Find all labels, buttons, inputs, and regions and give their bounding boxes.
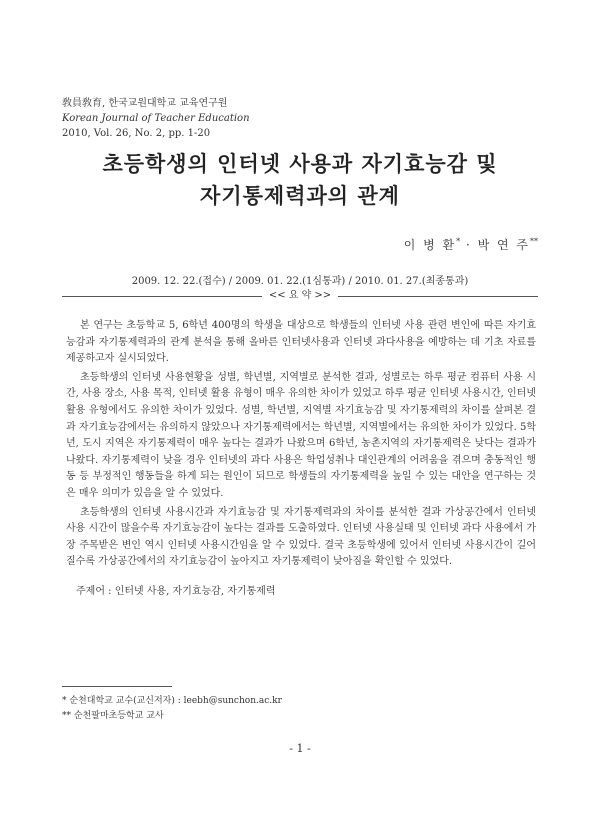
- author-2-mark: **: [530, 237, 538, 246]
- abstract-paragraph-3: 초등학생의 인터넷 사용시간과 자기효능감 및 자기통제력과의 차이를 분석한 결과 가상공간에서 인터넷 사용 시간이 많을수록 자기효능감이 높다는 결과를 도출하였다. 인터넷 사용실태 및 인터넷 과다 사용에서 가장 주목받은 변인 역시 인터넷 사용시간임을 알 수 있었다. 결국 초등학생에 있어서 인터넷 사용시간이 길어질수록 가상공간에서의 자기효능감이 높아지고 자기통제력이 낮아짐을 확인할 수 있었다.: [66, 506, 536, 568]
- footnote-2: ** 순천팔마초등학교 교사: [62, 711, 164, 721]
- authors: [404, 236, 538, 253]
- author-1-mark: *: [456, 237, 461, 246]
- abstract-paragraph-1: 본 연구는 초등학교 5, 6학년 400명의 학생을 대상으로 학생들의 인터넷 사용 관련 변인에 따른 자기효능감과 자기통제력과의 관계 분석을 통해 올바른 인터넷사용과 인터넷 과다사용을 예방하는 데 기초 자료를 제공하고자 실시되었다.: [66, 320, 536, 365]
- journal-volume: 2010, Vol. 26, No. 2, pp. 1-20: [62, 128, 211, 139]
- footnote-rule: [62, 686, 172, 687]
- footnote-1: * 순천대학교 교수(교신저자) : leebh@sunchon.ac.kr: [62, 696, 282, 706]
- footnotes: [62, 694, 282, 724]
- keywords: 주제어 : 인터넷 사용, 자기효능감, 자기통제력: [76, 586, 276, 597]
- abstract-label: << 요 약 >>: [268, 290, 332, 301]
- title-line-2: 자기통제력과의 관계: [200, 184, 400, 208]
- author-1: 이 병 환: [403, 238, 457, 252]
- page-number: - 1 -: [289, 742, 311, 755]
- abstract-header: [62, 290, 538, 302]
- title-line-1: 초등학생의 인터넷 사용과 자기효능감 및: [102, 152, 498, 176]
- abstract-body: [66, 318, 536, 573]
- author-separator: ·: [465, 238, 472, 252]
- journal-name-english: Korean Journal of Teacher Education: [62, 113, 250, 124]
- journal-name-korean: 敎員敎育, 한국교원대학교 교육연구원: [62, 98, 228, 109]
- author-2: 박 연 주: [477, 238, 530, 252]
- review-dates: 2009. 12. 22.(접수) / 2009. 01. 22.(1심통과) / 2010. 01. 27.(최종통과): [131, 276, 469, 287]
- abstract-paragraph-2: 초등학생의 인터넷 사용현황을 성별, 학년별, 지역별로 분석한 결과, 성별로는 하루 평균 컴퓨터 사용 시간, 사용 장소, 사용 목적, 인터넷 활용 유형이 매우 유의한 차이가 있었고 하루 평균 인터넷 사용시간, 인터넷 활용 유형에서도 유의한 차이가 있었다. 성별, 학년별, 지역별 자기효능감 및 자기통제력의 차이를 살펴본 결과 자기효능감에서는 유의하지 않았으나 자기통제력에서는 학년별, 지역별에서는 유의한 차이가 있었다. 5학년, 도시 지역은 자기통제력이 매우 높다는 결과가 나왔으며 6학년, 농촌지역의 자기통제력은 낮다는 결과가 나왔다. 자기통제력이 낮을 경우 인터넷의 과다 사용은 학업성취나 대인관계의 어려움을 겪으며 충동적인 행동 등 부정적인 행동들을 하게 되는 원인이 되므로 학생들의 자기통제력을 높일 수 있는 대안을 연구하는 것은 매우 의미가 있음을 알 수 있었다.: [66, 371, 536, 499]
- journal-info: [62, 96, 250, 141]
- paper-title: [0, 148, 600, 212]
